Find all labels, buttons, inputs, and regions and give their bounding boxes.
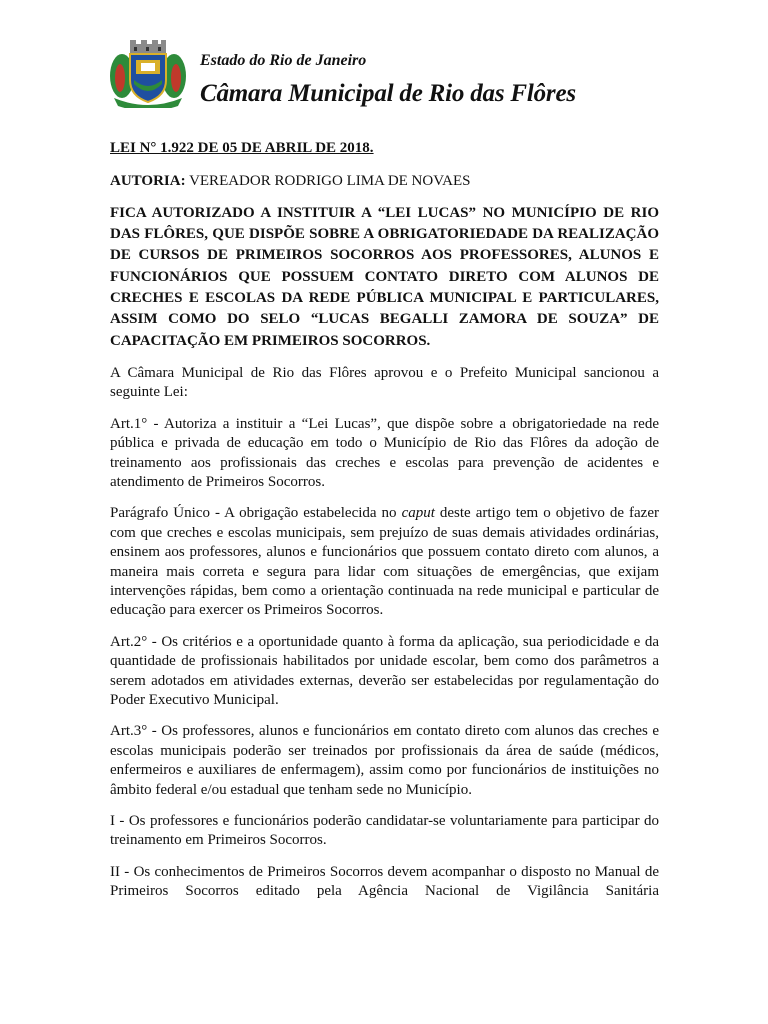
item-2: II - Os conhecimentos de Primeiros Socorros devem acompanhar o disposto no Manual de Primeiros Socorros editado pela Agência Nacional de Vigilância Sanitária	[110, 863, 659, 900]
sole-paragraph-start: Parágrafo Único - A obrigação estabelecida no	[110, 505, 402, 522]
document-body	[110, 139, 659, 914]
authorship-label: AUTORIA:	[110, 173, 186, 190]
sole-paragraph-italic: caput	[401, 505, 435, 522]
law-title: LEI N° 1.922 DE 05 DE ABRIL DE 2018.	[110, 140, 374, 156]
sole-paragraph-end: deste artigo tem o objetivo de fazer com que creches e escolas municipais, sem prejuízo de suas demais atividades ordinárias, ensinem aos professores, alunos e funcionários que possuem contato direto com alunos, a maneira mais correta e segura para lidar com situações de emergências, que exijam intervenções rápidas, bem como a orientação continuada na rede municipal e particular de educação para exercer os Primeiros Socorros.	[110, 505, 659, 619]
coat-of-arms-icon	[108, 40, 188, 108]
preamble: A Câmara Municipal de Rio das Flôres aprovou e o Prefeito Municipal sancionou a seguinte Lei:	[110, 364, 659, 401]
authorship	[110, 172, 659, 191]
law-summary: FICA AUTORIZADO A INSTITUIR A “LEI LUCAS” NO MUNICÍPIO DE RIO DAS FLÔRES, QUE DISPÕE SOBRE A OBRIGATORIEDADE DA REALIZAÇÃO DE CURSOS DE PRIMEIROS SOCORROS AOS PROFESSORES, ALUNOS E FUNCIONÁRIOS QUE POSSUEM CONTATO DIRETO COM ALUNOS DE CRECHES E ESCOLAS DA REDE PÚBLICA MUNICIPAL E PARTICULARES, ASSIM COMO DO SELO “LUCAS BEGALLI ZAMORA DE SOUZA” DE CAPACITAÇÃO EM PRIMEIROS SOCORROS.	[110, 204, 659, 349]
chamber-name: Câmara Municipal de Rio das Flôres	[200, 80, 576, 107]
article-3: Art.3° - Os professores, alunos e funcionários em contato direto com alunos das creches e escolas municipais poderão ser treinados por profissionais da área de saúde (médicos, enfermeiros e auxiliares de enfermagem), assim como por funcionários de instituições no âmbito federal e/ou estadual que tenham sede no Município.	[110, 723, 659, 798]
letterhead	[108, 40, 668, 110]
item-1: I - Os professores e funcionários poderão candidatar-se voluntariamente para participar do treinamento em Primeiros Socorros.	[110, 813, 659, 849]
article-2: Art.2° - Os critérios e a oportunidade quanto à forma da aplicação, sua periodicidade e da quantidade de profissionais habilitados por unidade escolar, bem como dos parâmetros a serem adotados em atividades externas, deverão ser estabelecidas por regulamentação do Poder Executivo Municipal.	[110, 633, 659, 708]
sole-paragraph	[110, 504, 659, 620]
article-1: Art.1° - Autoriza a instituir a “Lei Lucas”, que dispõe sobre a obrigatoriedade na rede pública e privada de educação em todo o Município de Rio das Flôres da adoção de treinamento aos profissionais das creches e escolas para prevenção de acidentes e atendimento de Primeiros Socorros.	[110, 415, 659, 490]
state-name: Estado do Rio de Janeiro	[200, 52, 367, 69]
authorship-value: VEREADOR RODRIGO LIMA DE NOVAES	[189, 173, 471, 190]
